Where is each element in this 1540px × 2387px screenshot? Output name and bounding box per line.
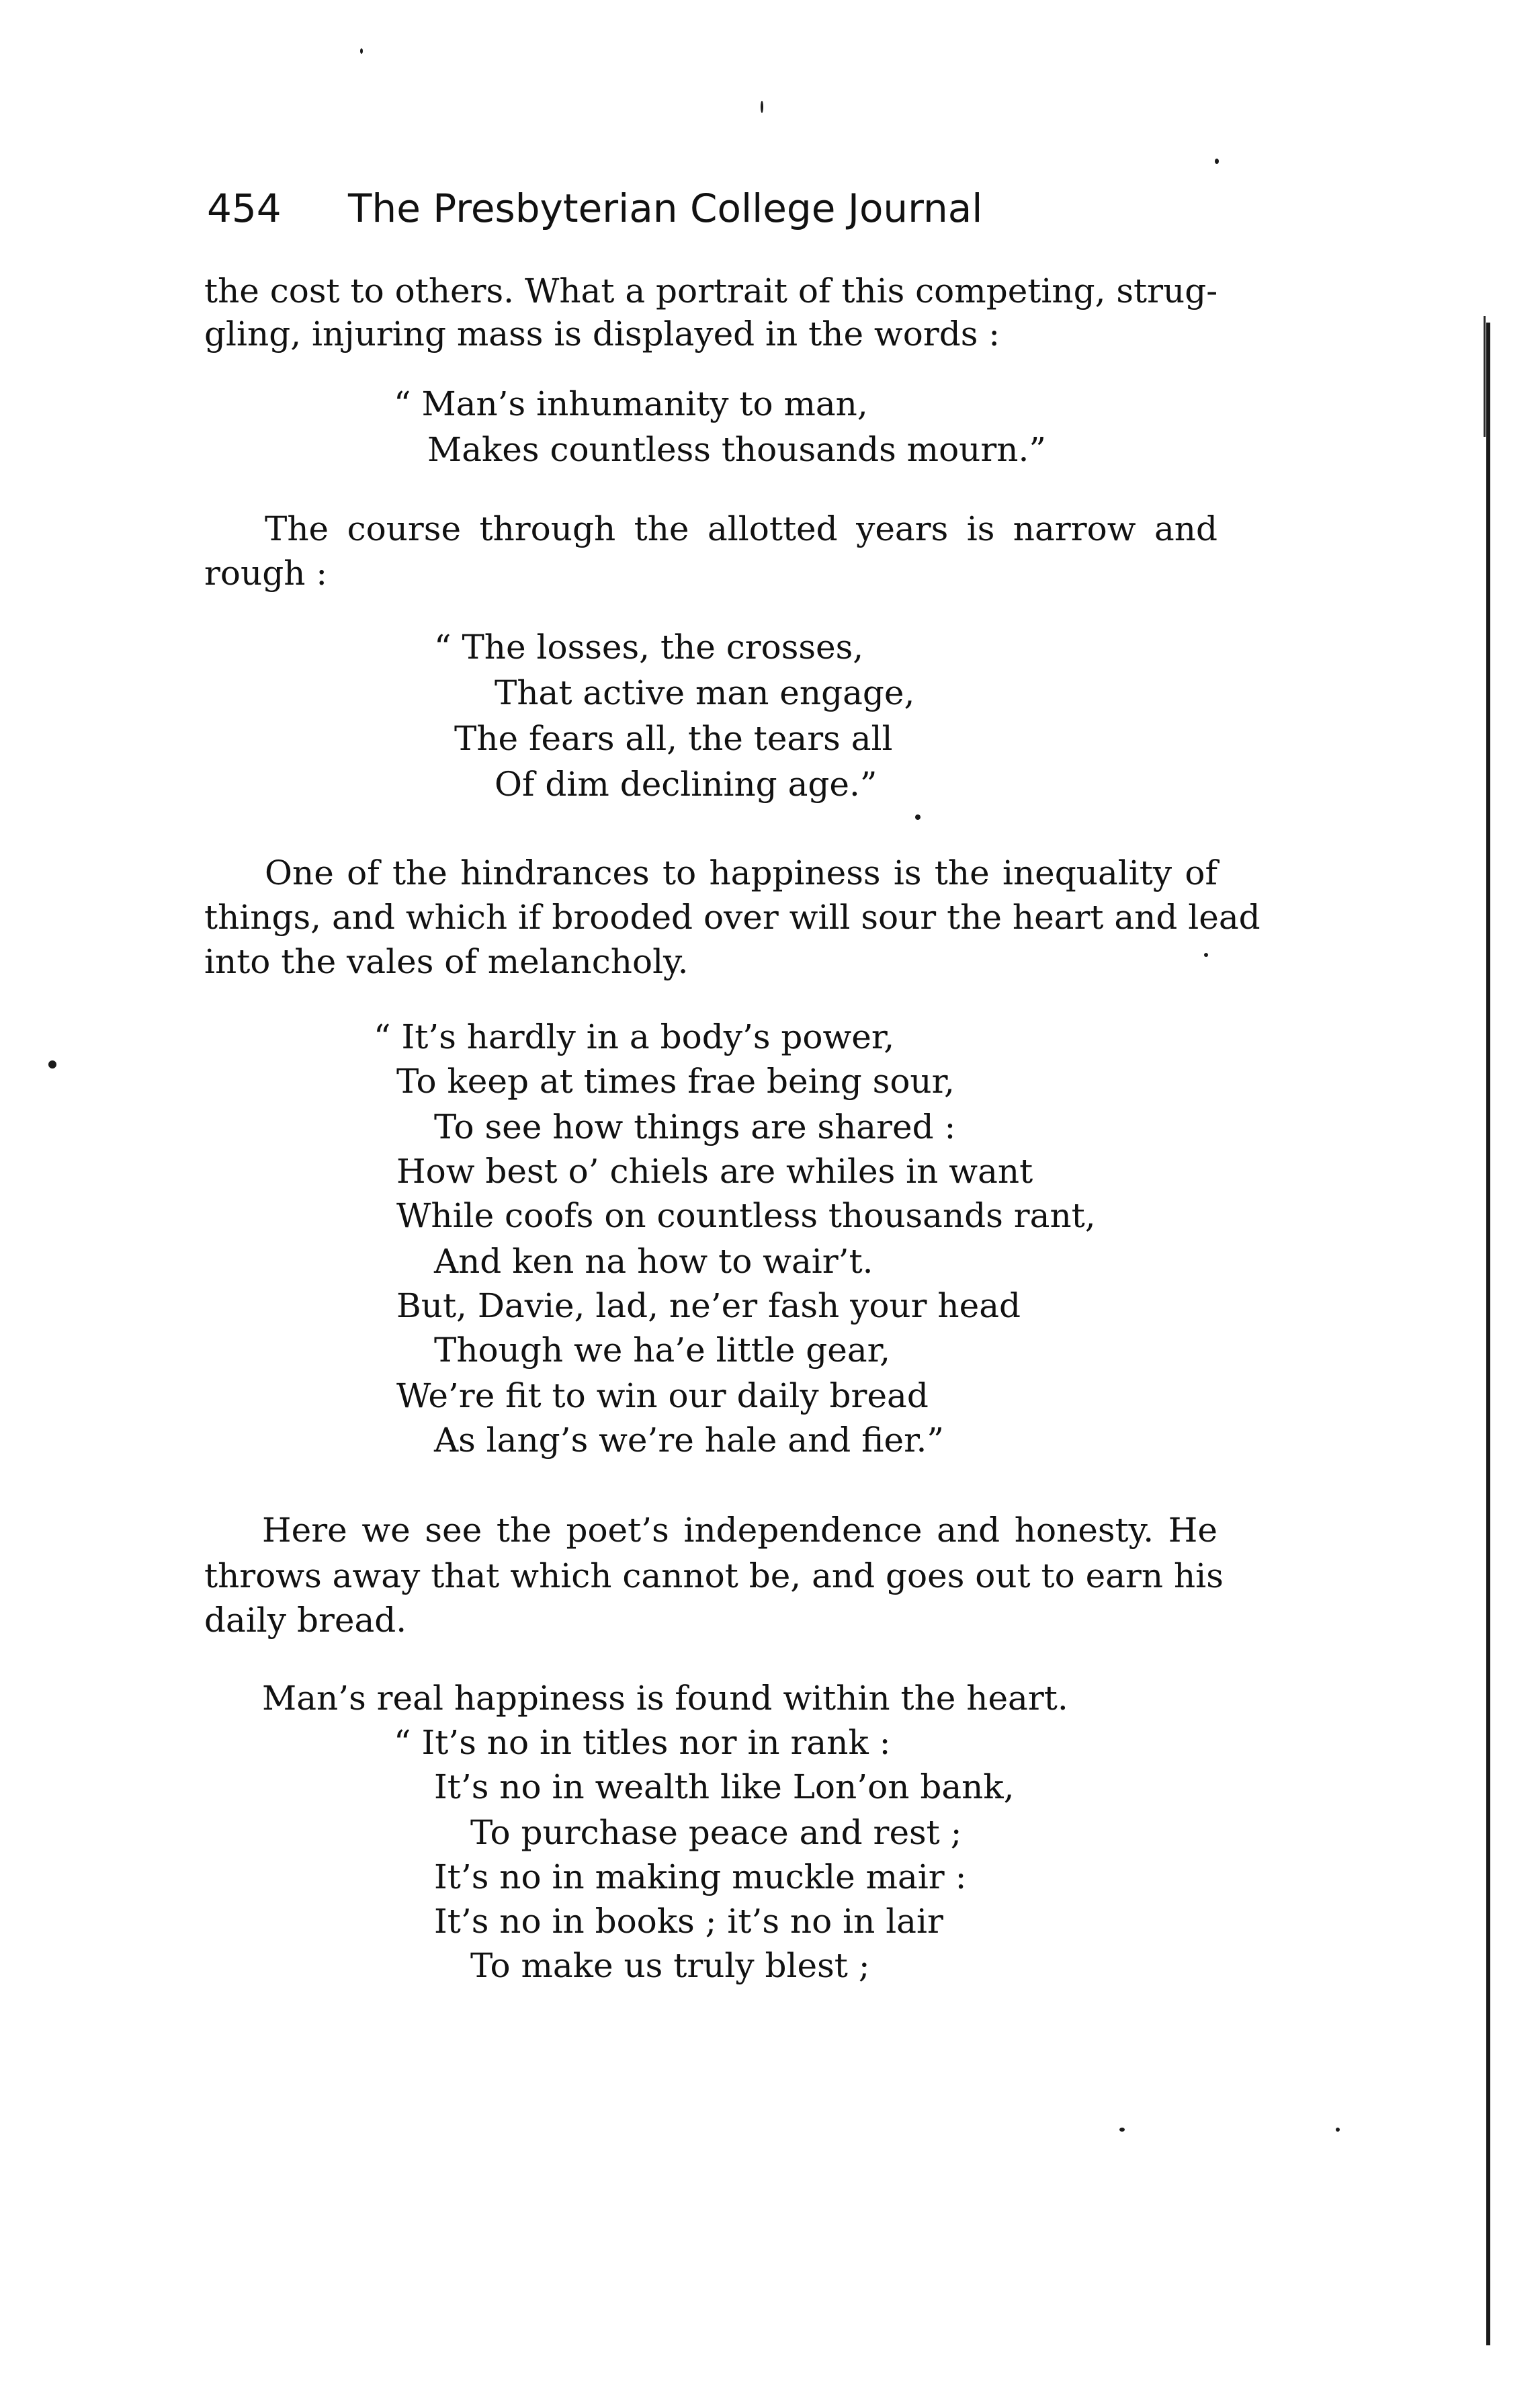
verse-line: “ It’s no in titles nor in rank : <box>394 1723 891 1762</box>
text-line: One of the hindrances to happiness is the inequality of <box>265 853 1217 892</box>
verse-line: But, Davie, lad, ne’er fash your head <box>396 1286 1021 1325</box>
scan-speck <box>360 48 363 54</box>
verse-line: We’re fit to win our daily bread <box>396 1376 929 1415</box>
verse-line: “ Man’s inhumanity to man, <box>394 384 868 423</box>
text-line: Man’s real happiness is found within the heart. <box>262 1679 1068 1718</box>
scan-speck <box>1215 159 1219 164</box>
verse-line: To see how things are shared : <box>434 1107 956 1146</box>
text-line: rough : <box>204 554 328 593</box>
verse-line: It’s no in wealth like Lon’on bank, <box>434 1767 1015 1806</box>
verse-line: “ It’s hardly in a body’s power, <box>374 1017 895 1056</box>
page-number: 454 <box>207 185 282 231</box>
scan-speck <box>1336 2128 1340 2132</box>
text-line: into the vales of melancholy. <box>204 942 689 981</box>
verse-line: Though we ha’e little gear, <box>434 1331 890 1370</box>
verse-line: Makes countless thousands mourn.” <box>427 430 1046 469</box>
verse-line: How best o’ chiels are whiles in want <box>396 1152 1033 1191</box>
scan-speck <box>48 1060 56 1069</box>
text-line: Here we see the poet’s independence and honesty. He <box>262 1511 1217 1550</box>
verse-line: That active man engage, <box>495 673 915 712</box>
verse-line: And ken na how to wair’t. <box>434 1242 873 1281</box>
verse-line: To make us truly blest ; <box>470 1946 870 1985</box>
text-line: The course through the allotted years is narrow and <box>265 509 1217 548</box>
verse-line: Of dim declining age.” <box>495 765 878 804</box>
verse-line: It’s no in books ; it’s no in lair <box>434 1902 943 1941</box>
text-line: throws away that which cannot be, and goes out to earn his <box>204 1556 1224 1595</box>
scan-speck <box>1204 953 1208 957</box>
verse-line: To purchase peace and rest ; <box>470 1813 962 1852</box>
text-line: daily bread. <box>204 1601 407 1640</box>
binding-edge-thin <box>1484 316 1486 437</box>
text-line: the cost to others. What a portrait of this competing, strug- <box>204 271 1218 310</box>
scan-speck <box>1119 2128 1125 2132</box>
running-title: The Presbyterian College Journal <box>348 185 983 231</box>
binding-edge <box>1486 323 1490 2345</box>
scan-speck <box>761 101 763 113</box>
scan-speck <box>915 814 921 820</box>
verse-line: “ The losses, the crosses, <box>434 628 864 667</box>
verse-line: As lang’s we’re hale and fier.” <box>434 1421 944 1460</box>
verse-line: To keep at times frae being sour, <box>396 1062 955 1101</box>
verse-line: The fears all, the tears all <box>454 719 893 758</box>
text-line: gling, injuring mass is displayed in the words : <box>204 315 1000 353</box>
page-header <box>207 181 1215 235</box>
text-line: things, and which if brooded over will sour the heart and lead <box>204 898 1260 937</box>
verse-line: It’s no in making muckle mair : <box>434 1857 967 1896</box>
verse-line: While coofs on countless thousands rant, <box>396 1196 1096 1235</box>
